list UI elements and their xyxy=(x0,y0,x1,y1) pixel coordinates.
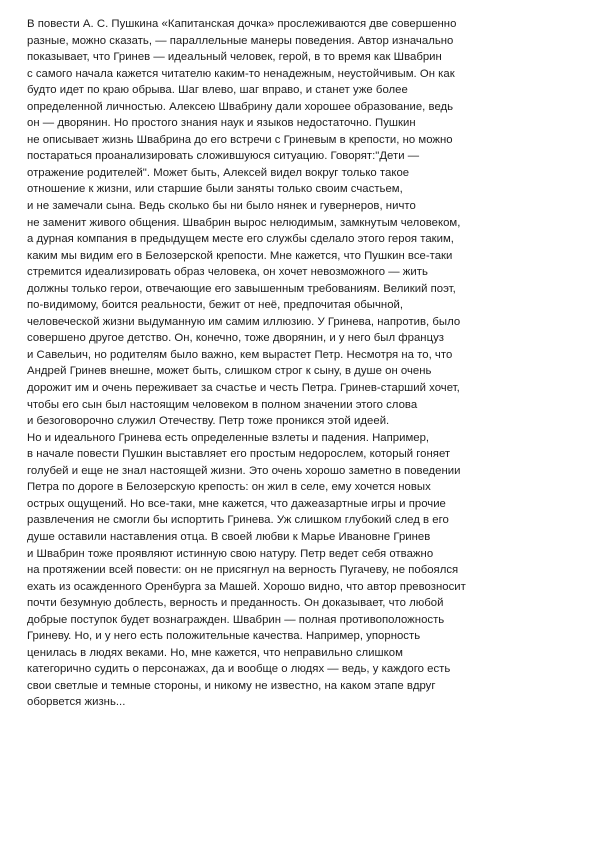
text-line: развлечения не смогли бы испортить Гринева. Уж слишком глубокий след в его xyxy=(27,514,449,527)
text-line: не описывает жизнь Швабрина до его встречи с Гриневым в крепости, но можно xyxy=(27,133,453,146)
text-line: Петра по дороге в Белозерскую крепость: он жил в селе, ему хочется новых xyxy=(27,481,431,494)
text-line: на протяжении всей повести: он не присягнул на верность Пугачеву, не побоялся xyxy=(27,564,459,577)
text-line: разные, можно сказать, — параллельные манеры поведения. Автор изначально xyxy=(27,34,454,47)
text-line: с самого начала кажется читателю каким-то ненадежным, неустойчивым. Он как xyxy=(27,67,455,80)
text-line: В повести А. С. Пушкина «Капитанская дочка» прослеживаются две совершенно xyxy=(27,18,457,30)
text-line: человеческой жизни выдуманную им самим иллюзию. У Гринева, напротив, было xyxy=(27,315,461,328)
text-line: чтобы его сын был настоящим человеком в полном значении этого слова xyxy=(27,398,418,411)
text-line: постараться проанализировать сложившуюся ситуацию. Говорят:"Дети — xyxy=(27,150,420,163)
text-line: и Савельич, но родителям было важно, кем вырастет Петр. Несмотря на то, что xyxy=(27,348,453,361)
text-line: Гриневу. Но, и у него есть положительные качества. Например, упорность xyxy=(27,630,421,643)
text-line: добрые поступок будет вознагражден. Швабрин — полная противоположность xyxy=(27,613,445,626)
text-line: острых ощущений. Но все-таки, мне кажется, что дажеазартные игры и прочие xyxy=(27,497,446,510)
text-line: свои светлые и темные стороны, и никому не известно, на каком этапе вдруг xyxy=(27,679,436,692)
text-line: будто идет по краю обрыва. Шаг влево, шаг вправо, и станет уже более xyxy=(27,84,408,97)
text-line: дорожит им и очень переживает за счастье и честь Петра. Гринев-старший хочет, xyxy=(27,382,460,395)
text-line: и не замечали сына. Ведь сколько бы ни было нянек и гувернеров, ничто xyxy=(27,200,416,213)
text-line: должны только герои, отвечающие его завышенным требованиям. Великий поэт, xyxy=(27,282,456,295)
text-line: отношение к жизни, или старшие были заняты только своим счастьем, xyxy=(27,183,403,196)
essay-text xyxy=(27,16,568,711)
text-line: ехать из осажденного Оренбурга за Машей. Хорошо видно, что автор превозносит xyxy=(27,580,466,593)
text-line: душе оставили наставления отца. В своей любви к Марье Ивановне Гринев xyxy=(27,530,431,543)
text-line: оборвется жизнь... xyxy=(27,696,126,709)
text-line: он — дворянин. Но простого знания наук и языков недостаточно. Пушкин xyxy=(27,117,416,130)
text-line: категорично судить о персонажах, да и вообще о людях — ведь, у каждого есть xyxy=(27,663,451,676)
text-line: а дурная компания в предыдущем месте его службы сделало этого героя таким, xyxy=(27,233,454,246)
text-line: не заменит живого общения. Швабрин вырос нелюдимым, замкнутым человеком, xyxy=(27,216,461,229)
text-line: ценилась в людях веками. Но, мне кажется, что неправильно слишком xyxy=(27,646,403,659)
text-line: в начале повести Пушкин выставляет его простым недорослем, который гоняет xyxy=(27,448,451,461)
text-line: по-видимому, боится реальности, бежит от неё, предпочитая обычной, xyxy=(27,299,404,312)
text-line: и безоговорочно служил Отечеству. Петр тоже проникся этой идеей. xyxy=(27,415,390,428)
text-line: совершено другое детство. Он, конечно, тоже дворянин, и у него был француз xyxy=(27,332,444,345)
text-line: почти безумную доблесть, верность и преданность. Он доказывает, что любой xyxy=(27,597,444,610)
text-line: Но и идеального Гринева есть определенные взлеты и падения. Например, xyxy=(27,431,430,444)
text-line: и Швабрин тоже проявляют истинную свою натуру. Петр ведет себя отважно xyxy=(27,547,434,560)
text-line: голубей и еще не знал настоящей жизни. Это очень хорошо заметно в поведении xyxy=(27,464,461,477)
text-line: отражение родителей". Может быть, Алексей видел вокруг только такое xyxy=(27,166,410,179)
text-line: каким мы видим его в Белозерской крепости. Мне кажется, что Пушкин все-таки xyxy=(27,249,453,262)
text-line: стремится идеализировать образ человека, он хочет невозможного — жить xyxy=(27,266,428,279)
text-line: показывает, что Гринев — идеальный человек, герой, в то время как Швабрин xyxy=(27,51,442,64)
text-line: Андрей Гринев внешне, может быть, слишком строг к сыну, в душе он очень xyxy=(27,365,432,378)
text-line: определенной личностью. Алексею Швабрину дали хорошее образование, ведь xyxy=(27,100,454,113)
